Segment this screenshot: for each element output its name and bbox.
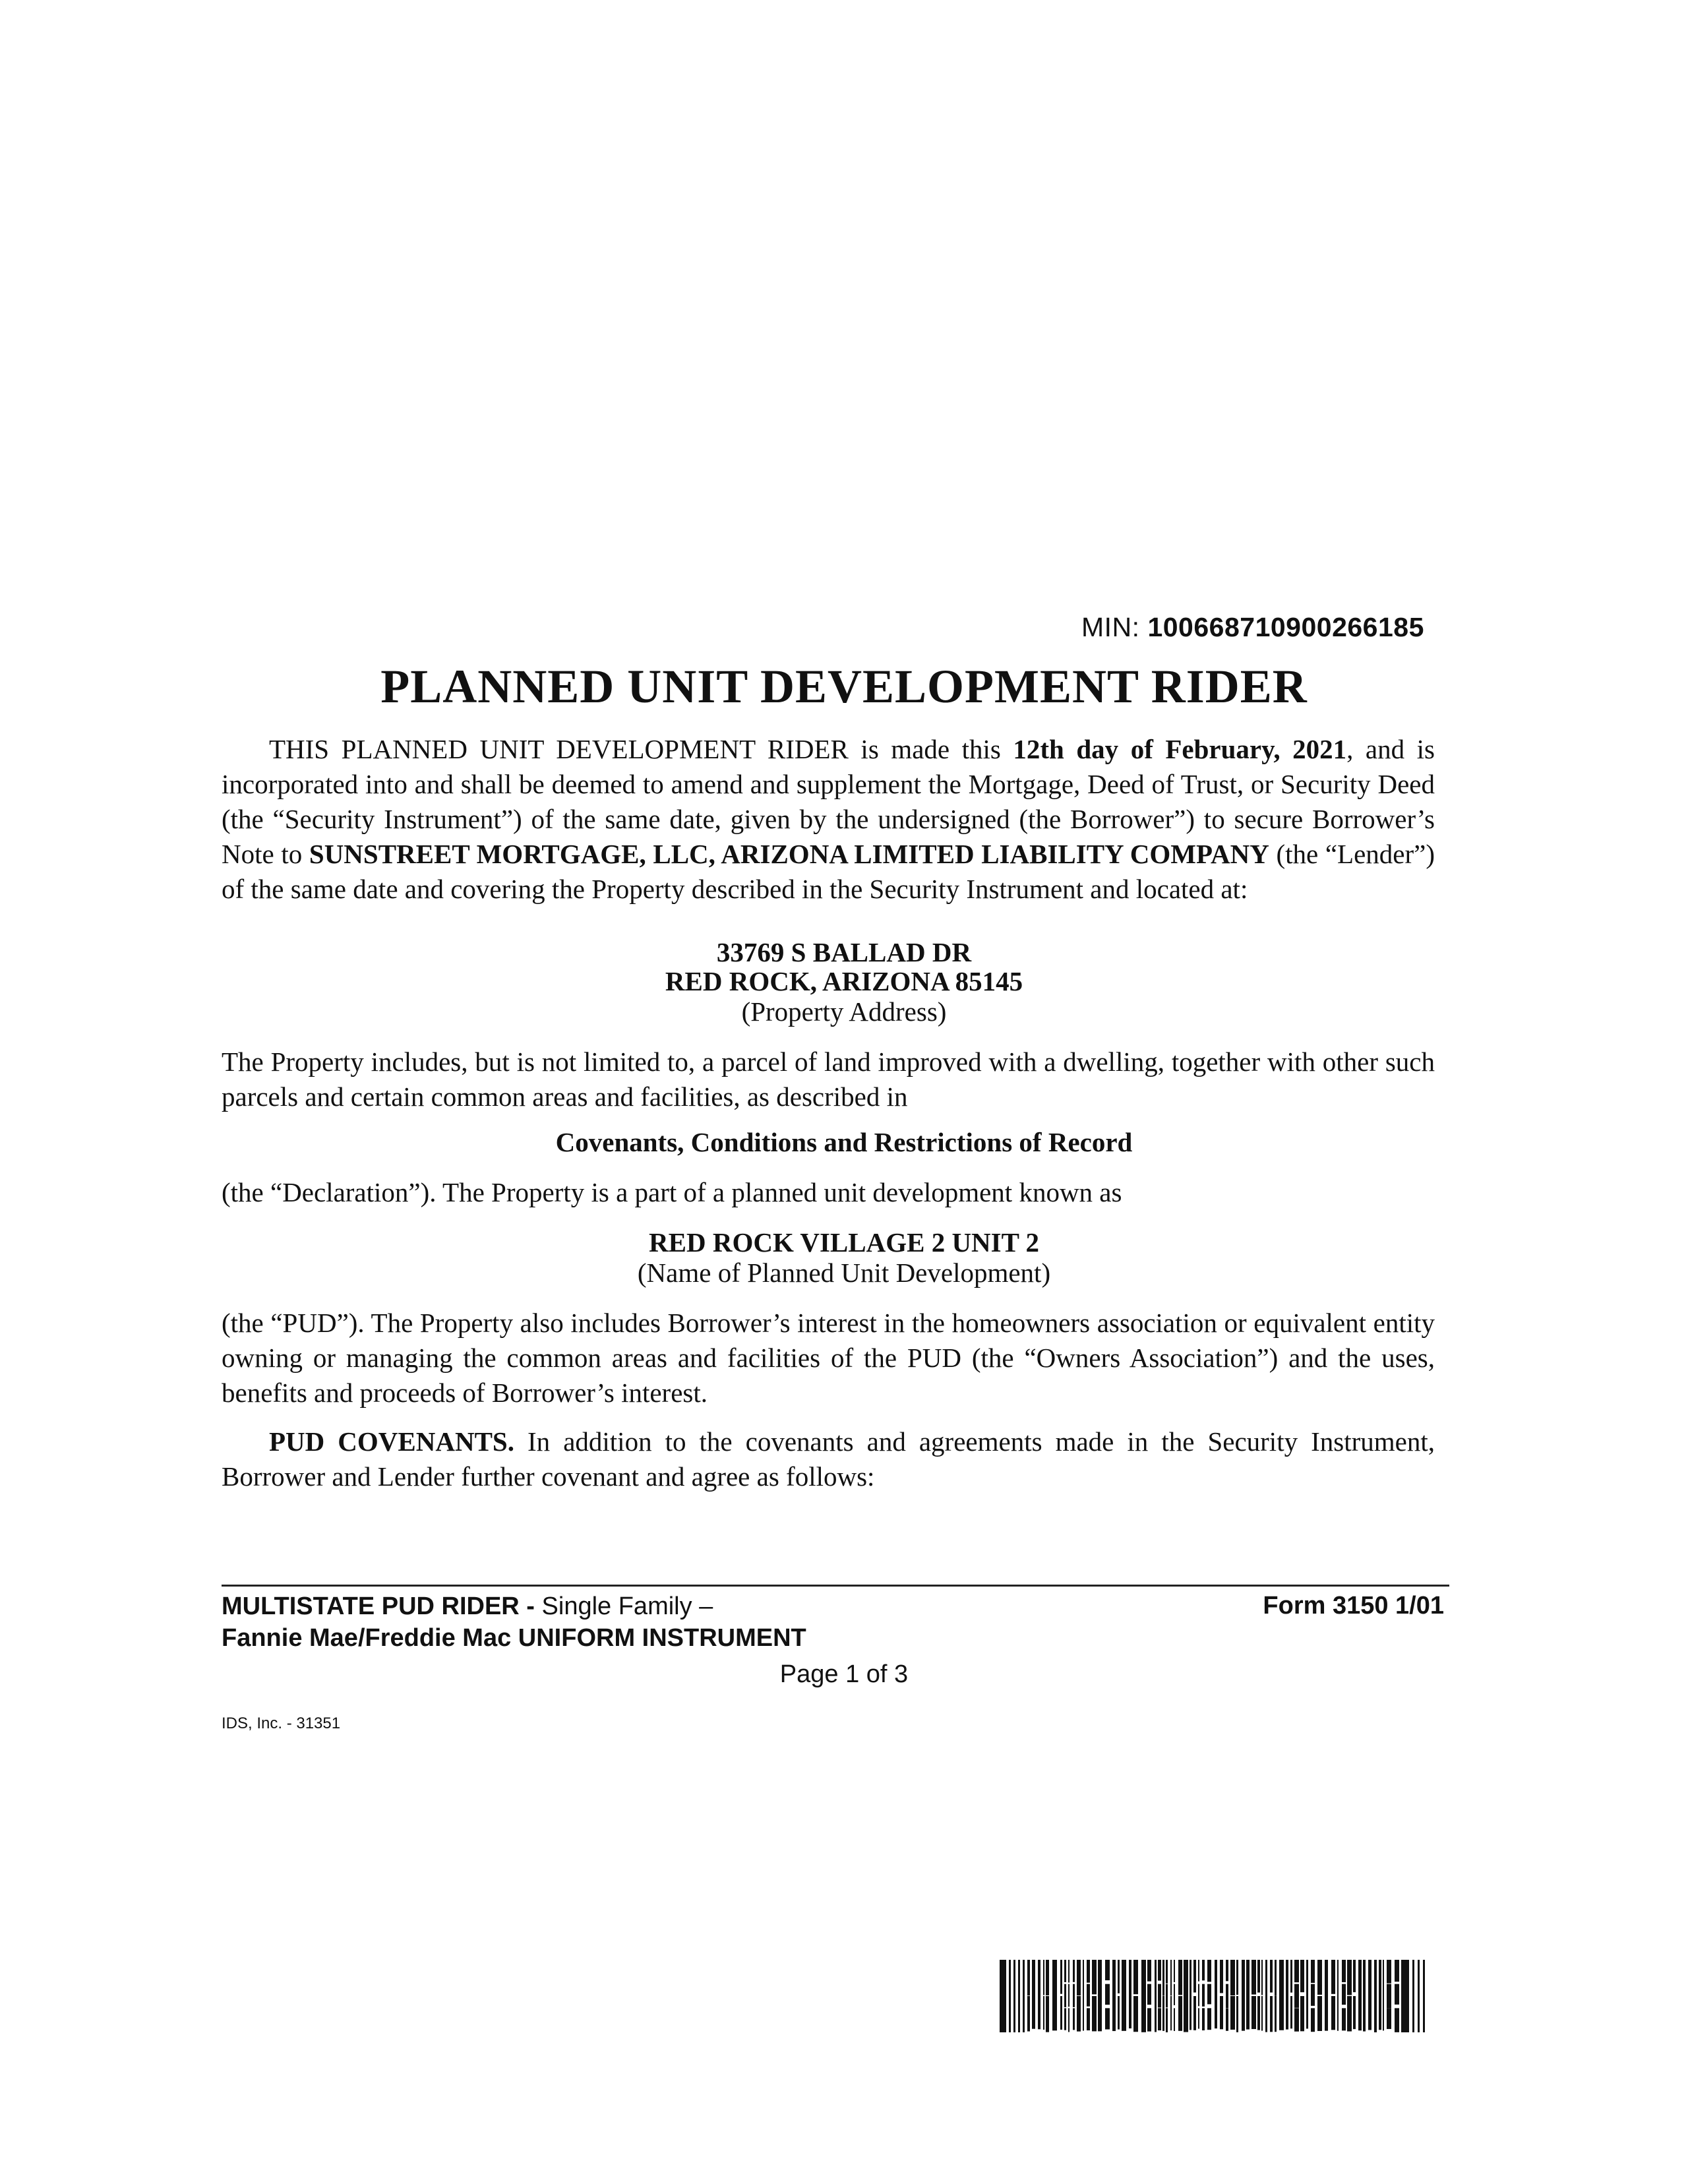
address-line-1: 33769 S BALLAD DR [716, 937, 972, 967]
min-number: 100668710900266185 [1147, 612, 1424, 642]
lender-name: SUNSTREET MORTGAGE, LLC, ARIZONA LIMITED LIABILITY COMPANY [309, 839, 1269, 869]
intro-text-3: (the “Lender”) of the same date and covering the Property described in the Security Instrument and located at: [222, 839, 1435, 904]
ids-code: IDS, Inc. - 31351 [222, 1714, 341, 1732]
rider-date: 12th day of February, 2021 [1013, 734, 1347, 764]
barcode [1000, 1960, 1449, 2032]
form-title-bold: MULTISTATE PUD RIDER - [222, 1592, 542, 1620]
address-line-2: RED ROCK, ARIZONA 85145 [665, 966, 1023, 996]
property-paragraph: The Property includes, but is not limited to, a parcel of land improved with a dwelling, together with other such parcels and certain common areas and facilities, as described in [222, 1046, 1435, 1112]
form-subtitle: Fannie Mae/Freddie Mac UNIFORM INSTRUMENT [222, 1624, 806, 1652]
min-line [1081, 612, 1424, 643]
pud-paragraph: (the “PUD”). The Property also includes Borrower’s interest in the homeowners association or equivalent entity owning or managing the common areas and facilities of the PUD (the “Owners Association”) and the uses, benefits and proceeds of Borrower’s interest. [222, 1308, 1435, 1408]
covenants-paragraph [222, 1424, 1435, 1494]
intro-text-2: , and is incorporated into and shall be deemed to amend and supplement the Mortgage, Deed of Trust, or Security Deed (the “Security Instrument”) of the same date, given by the undersigned (the Borrower”) to secure Borrower’s Note to [222, 734, 1435, 869]
footer-rule [222, 1585, 1449, 1587]
covenants-text: In addition to the covenants and agreements made in the Security Instrument, Borrower and Lender further covenant and agree as follows: [222, 1426, 1435, 1492]
form-number: Form 3150 1/01 [1263, 1592, 1444, 1620]
min-label: MIN: [1081, 612, 1140, 642]
declaration-name: Covenants, Conditions and Restrictions of Record [555, 1127, 1133, 1157]
address-caption: (Property Address) [741, 996, 947, 1027]
page-number: Page 1 of 3 [779, 1660, 909, 1688]
pud-caption: (Name of Planned Unit Development) [637, 1258, 1051, 1288]
declaration-paragraph: (the “Declaration”). The Property is a part of a planned unit development known as [222, 1177, 1122, 1207]
form-identifier [222, 1591, 806, 1654]
pud-name: RED ROCK VILLAGE 2 UNIT 2 [649, 1227, 1039, 1258]
form-title-rest: Single Family – [541, 1592, 713, 1620]
intro-text-1: THIS PLANNED UNIT DEVELOPMENT RIDER is made this [269, 734, 1013, 764]
intro-paragraph [222, 732, 1435, 907]
document-title: PLANNED UNIT DEVELOPMENT RIDER [380, 660, 1308, 713]
covenants-heading: PUD COVENANTS. [269, 1426, 514, 1457]
